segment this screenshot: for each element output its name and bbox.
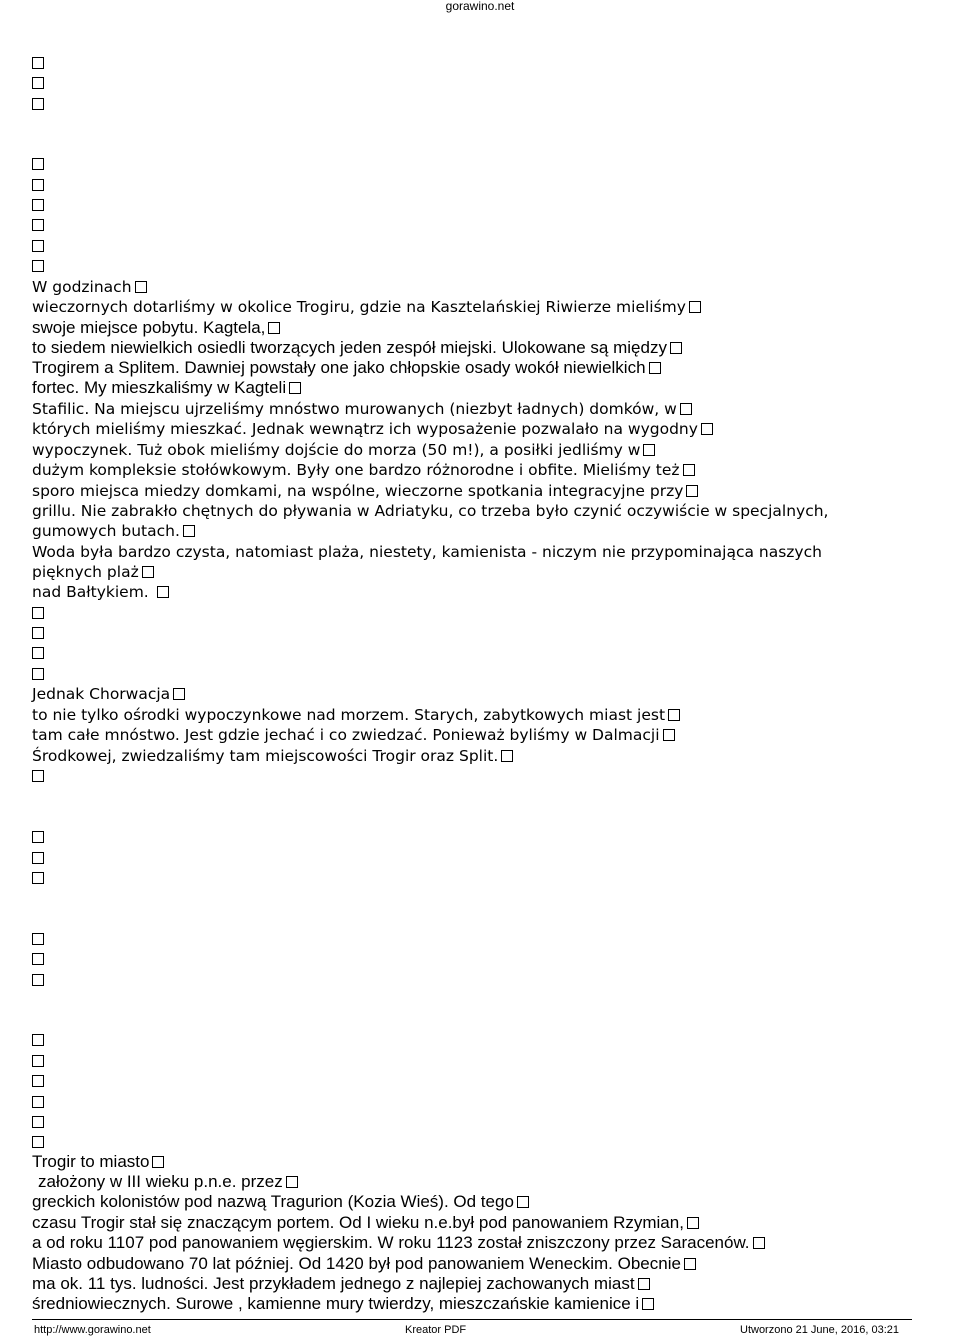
paragraph3-line: założony w III wieku p.n.e. przez bbox=[32, 1172, 298, 1192]
paragraph1-line: grillu. Nie zabrakło chętnych do pływania w Adriatyku, co trzeba było czynić oczywiście w specjalnych, bbox=[32, 502, 829, 520]
paragraph3-line: greckich kolonistów pod nazwą Tragurion (Kozia Wieś). Od tego bbox=[32, 1192, 529, 1212]
paragraph1-line: wieczornych dotarliśmy w okolice Trogiru, gdzie na Kasztelańskiej Riwierze mieliśmy bbox=[32, 297, 701, 317]
placeholder-box bbox=[32, 256, 44, 276]
paragraph1-line: których mieliśmy mieszkać. Jednak wewnątrz ich wyposażenie pozwalało na wygodny bbox=[32, 419, 713, 439]
paragraph1-line: Trogirem a Splitem. Dawniej powstały one jako chłopskie osady wokół niewielkich bbox=[32, 358, 661, 378]
placeholder-box bbox=[32, 1051, 44, 1071]
paragraph2-line: Środkowej, zwiedzaliśmy tam miejscowości Trogir oraz Split. bbox=[32, 746, 513, 766]
paragraph1-line: sporo miejsca miedzy domkami, na wspólne, wieczorne spotkania integracyjne przy bbox=[32, 481, 698, 501]
placeholder-box bbox=[32, 215, 44, 235]
placeholder-box bbox=[32, 664, 44, 684]
paragraph2-line: to nie tylko ośrodki wypoczynkowe nad morzem. Starych, zabytkowych miast jest bbox=[32, 705, 680, 725]
paragraph3-line: Miasto odbudowano 70 lat później. Od 1420 był pod panowaniem Weneckim. Obecnie bbox=[32, 1254, 696, 1274]
placeholder-box bbox=[32, 53, 44, 73]
placeholder-box bbox=[32, 175, 44, 195]
placeholder-box bbox=[32, 970, 44, 990]
placeholder-box bbox=[32, 1030, 44, 1050]
paragraph3-line: ma ok. 11 tys. ludności. Jest przykładem jednego z najlepiej zachowanych miast bbox=[32, 1274, 650, 1294]
placeholder-box bbox=[32, 1112, 44, 1132]
placeholder-box bbox=[32, 868, 44, 888]
placeholder-box bbox=[32, 949, 44, 969]
placeholder-box bbox=[32, 827, 44, 847]
placeholder-box bbox=[32, 623, 44, 643]
placeholder-box bbox=[32, 73, 44, 93]
footer-url[interactable]: http://www.gorawino.net bbox=[34, 1324, 151, 1336]
paragraph2-line: Jednak Chorwacja bbox=[32, 684, 185, 704]
paragraph1-line: gumowych butach. bbox=[32, 521, 195, 541]
footer-created: Utworzono 21 June, 2016, 03:21 bbox=[740, 1324, 900, 1336]
page-header-site: gorawino.net bbox=[445, 0, 515, 13]
placeholder-box bbox=[32, 1132, 44, 1152]
placeholder-box bbox=[32, 929, 44, 949]
placeholder-box bbox=[32, 766, 44, 786]
paragraph1-line: Woda była bardzo czysta, natomiast plaża, niestety, kamienista - niczym nie przypominająca naszych bbox=[32, 543, 822, 561]
footer-generator: Kreator PDF bbox=[405, 1324, 467, 1336]
paragraph3-line: średniowiecznych. Surowe , kamienne mury twierdzy, mieszczańskie kamienice i bbox=[32, 1294, 654, 1314]
placeholder-box bbox=[32, 1092, 44, 1112]
paragraph1-line: wypoczynek. Tuż obok mieliśmy dojście do morza (50 m!), a posiłki jedliśmy w bbox=[32, 440, 655, 460]
placeholder-box bbox=[32, 94, 44, 114]
paragraph1-line: dużym kompleksie stołówkowym. Były one bardzo różnorodne i obfite. Mieliśmy też bbox=[32, 460, 695, 480]
paragraph1-line: Stafilic. Na miejscu ujrzeliśmy mnóstwo murowanych (niezbyt ładnych) domków, w bbox=[32, 399, 692, 419]
placeholder-box bbox=[32, 195, 44, 215]
paragraph3-line: Trogir to miasto bbox=[32, 1152, 164, 1172]
placeholder-box bbox=[32, 236, 44, 256]
footer-divider bbox=[32, 1319, 912, 1320]
placeholder-box bbox=[32, 848, 44, 868]
paragraph1-line: to siedem niewielkich osiedli tworzących jeden zespół miejski. Ulokowane są między bbox=[32, 338, 682, 358]
placeholder-box bbox=[32, 1071, 44, 1091]
placeholder-box bbox=[32, 643, 44, 663]
paragraph1-line: nad Bałtykiem. bbox=[32, 582, 169, 602]
placeholder-box bbox=[32, 154, 44, 174]
paragraph1-line: pięknych plaż bbox=[32, 562, 154, 582]
paragraph3-line: a od roku 1107 pod panowaniem węgierskim. W roku 1123 został zniszczony przez Saracenów. bbox=[32, 1233, 765, 1253]
paragraph2-line: tam całe mnóstwo. Jest gdzie jechać i co zwiedzać. Ponieważ byliśmy w Dalmacji bbox=[32, 725, 675, 745]
paragraph1-line: fortec. My mieszkaliśmy w Kagteli bbox=[32, 378, 301, 398]
paragraph1-line: W godzinach bbox=[32, 277, 147, 297]
paragraph1-line: swoje miejsce pobytu. Kagtela, bbox=[32, 318, 280, 338]
placeholder-box bbox=[32, 603, 44, 623]
paragraph3-line: czasu Trogir stał się znaczącym portem. Od I wieku n.e.był pod panowaniem Rzymian, bbox=[32, 1213, 699, 1233]
